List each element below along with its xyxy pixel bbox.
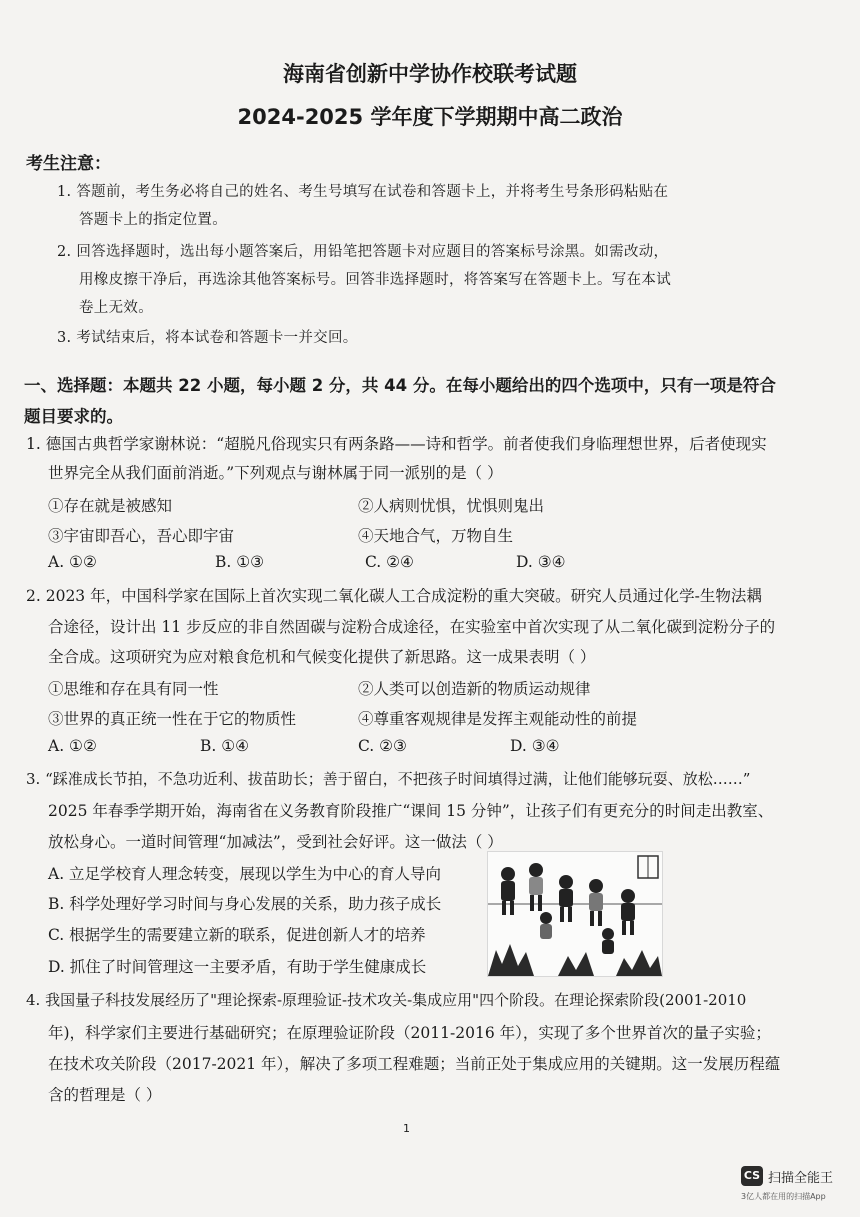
notice-line: 卷上无效。 <box>79 300 153 316</box>
q1-choice: B. ①③ <box>215 553 265 571</box>
q2-stem: 合途径，设计出 11 步反应的非自然固碳与淀粉合成途径，在实验室中首次实现了从二氧化碳到淀粉分子的 <box>48 618 776 636</box>
q4-stem: 含的哲理是（ ） <box>48 1086 162 1104</box>
q3-stem: 2025 年春季学期开始，海南省在义务教育阶段推广“课间 15 分钟”，让孩子们有更充分的时间走出教室、 <box>48 802 774 820</box>
q2-choice: A. ①② <box>48 737 97 755</box>
q1-stem: 1. 德国古典哲学家谢林说：“超脱凡俗现实只有两条路——诗和哲学。前者使我们身临理想世界，后者使现实 <box>26 435 767 453</box>
q3-choice: B. 科学处理好学习时间与身心发展的关系，助力孩子成长 <box>48 895 442 913</box>
notice-line: 用橡皮擦干净后，再选涂其他答案标号。回答非选择题时，将答案写在答题卡上。写在本试 <box>79 272 671 288</box>
q2-item: ④尊重客观规律是发挥主观能动性的前提 <box>358 710 638 728</box>
section-heading: 一、选择题：本题共 22 小题，每小题 2 分，共 44 分。在每小题给出的四个选项中，只有一项是符合 <box>24 376 776 395</box>
q4-stem: 年)，科学家们主要进行基础研究；在原理验证阶段（2011-2016 年），实现了多个世界首次的量子实验； <box>48 1024 771 1042</box>
q2-stem: 2. 2023 年，中国科学家在国际上首次实现二氧化碳人工合成淀粉的重大突破。研究人员通过化学-生物法耦 <box>26 587 762 605</box>
q4-stem: 在技术攻关阶段（2017-2021 年），解决了多项工程难题；当前正处于集成应用的关键期。这一发展历程蕴 <box>48 1055 781 1073</box>
watermark-tagline: 3亿人都在用的扫描App <box>741 1192 826 1201</box>
q1-item: ③宇宙即吾心，吾心即宇宙 <box>48 527 235 545</box>
notice-line: 3. 考试结束后，将本试卷和答题卡一并交回。 <box>57 330 358 346</box>
q2-item: ③世界的真正统一性在于它的物质性 <box>48 710 297 728</box>
notice-line: 1. 答题前，考生务必将自己的姓名、考生号填写在试卷和答题卡上，并将考生号条形码粘贴在 <box>57 184 669 200</box>
page-number: 1 <box>403 1122 410 1135</box>
watermark-app-name: 扫描全能王 <box>768 1171 834 1186</box>
camscanner-logo-icon: CS <box>741 1166 763 1186</box>
q4-stem: 4. 我国量子科技发展经历了"理论探索-原理验证-技术攻关-集成应用"四个阶段。在理论探索阶段(2001-2010 <box>26 991 747 1009</box>
q3-stem: 3. “踩准成长节拍，不急功近利、拔苗助长；善于留白，不把孩子时间填得过满，让他们能够玩耍、放松……” <box>26 770 751 788</box>
exam-subtitle: 2024-2025 学年度下学期期中高二政治 <box>237 105 623 129</box>
q1-choice: A. ①② <box>48 553 97 571</box>
q3-choice: C. 根据学生的需要建立新的联系，促进创新人才的培养 <box>48 926 426 944</box>
q3-choice: D. 抓住了时间管理这一主要矛盾，有助于学生健康成长 <box>48 958 427 976</box>
q2-stem: 全合成。这项研究为应对粮食危机和气候变化提供了新思路。这一成果表明（ ） <box>48 648 596 666</box>
q1-choice: D. ③④ <box>516 553 566 571</box>
q2-choice: B. ①④ <box>200 737 250 755</box>
q2-item: ①思维和存在具有同一性 <box>48 680 219 698</box>
q1-item: ④天地合气，万物自生 <box>358 527 514 545</box>
notice-line: 2. 回答选择题时，选出每小题答案后，用铅笔把答题卡对应题目的答案标号涂黑。如需改动， <box>57 244 669 260</box>
notice-line: 答题卡上的指定位置。 <box>79 212 227 228</box>
notice-heading: 考生注意： <box>26 154 111 174</box>
q1-choice: C. ②④ <box>365 553 414 571</box>
q1-stem: 世界完全从我们面前消逝。”下列观点与谢林属于同一派别的是（ ） <box>48 464 503 482</box>
q1-item: ②人病则忧惧，忧惧则鬼出 <box>358 497 545 515</box>
exam-title: 海南省创新中学协作校联考试题 <box>283 62 577 86</box>
q2-choice: C. ②③ <box>358 737 407 755</box>
q3-stem: 放松身心。一道时间管理“加减法”，受到社会好评。这一做法（ ） <box>48 833 503 851</box>
section-heading-cont: 题目要求的。 <box>24 407 123 426</box>
q3-choice: A. 立足学校育人理念转变，展现以学生为中心的育人导向 <box>48 865 442 883</box>
q2-item: ②人类可以创造新的物质运动规律 <box>358 680 591 698</box>
q1-item: ①存在就是被感知 <box>48 497 173 515</box>
q2-choice: D. ③④ <box>510 737 560 755</box>
children-playing-illustration <box>487 851 663 977</box>
